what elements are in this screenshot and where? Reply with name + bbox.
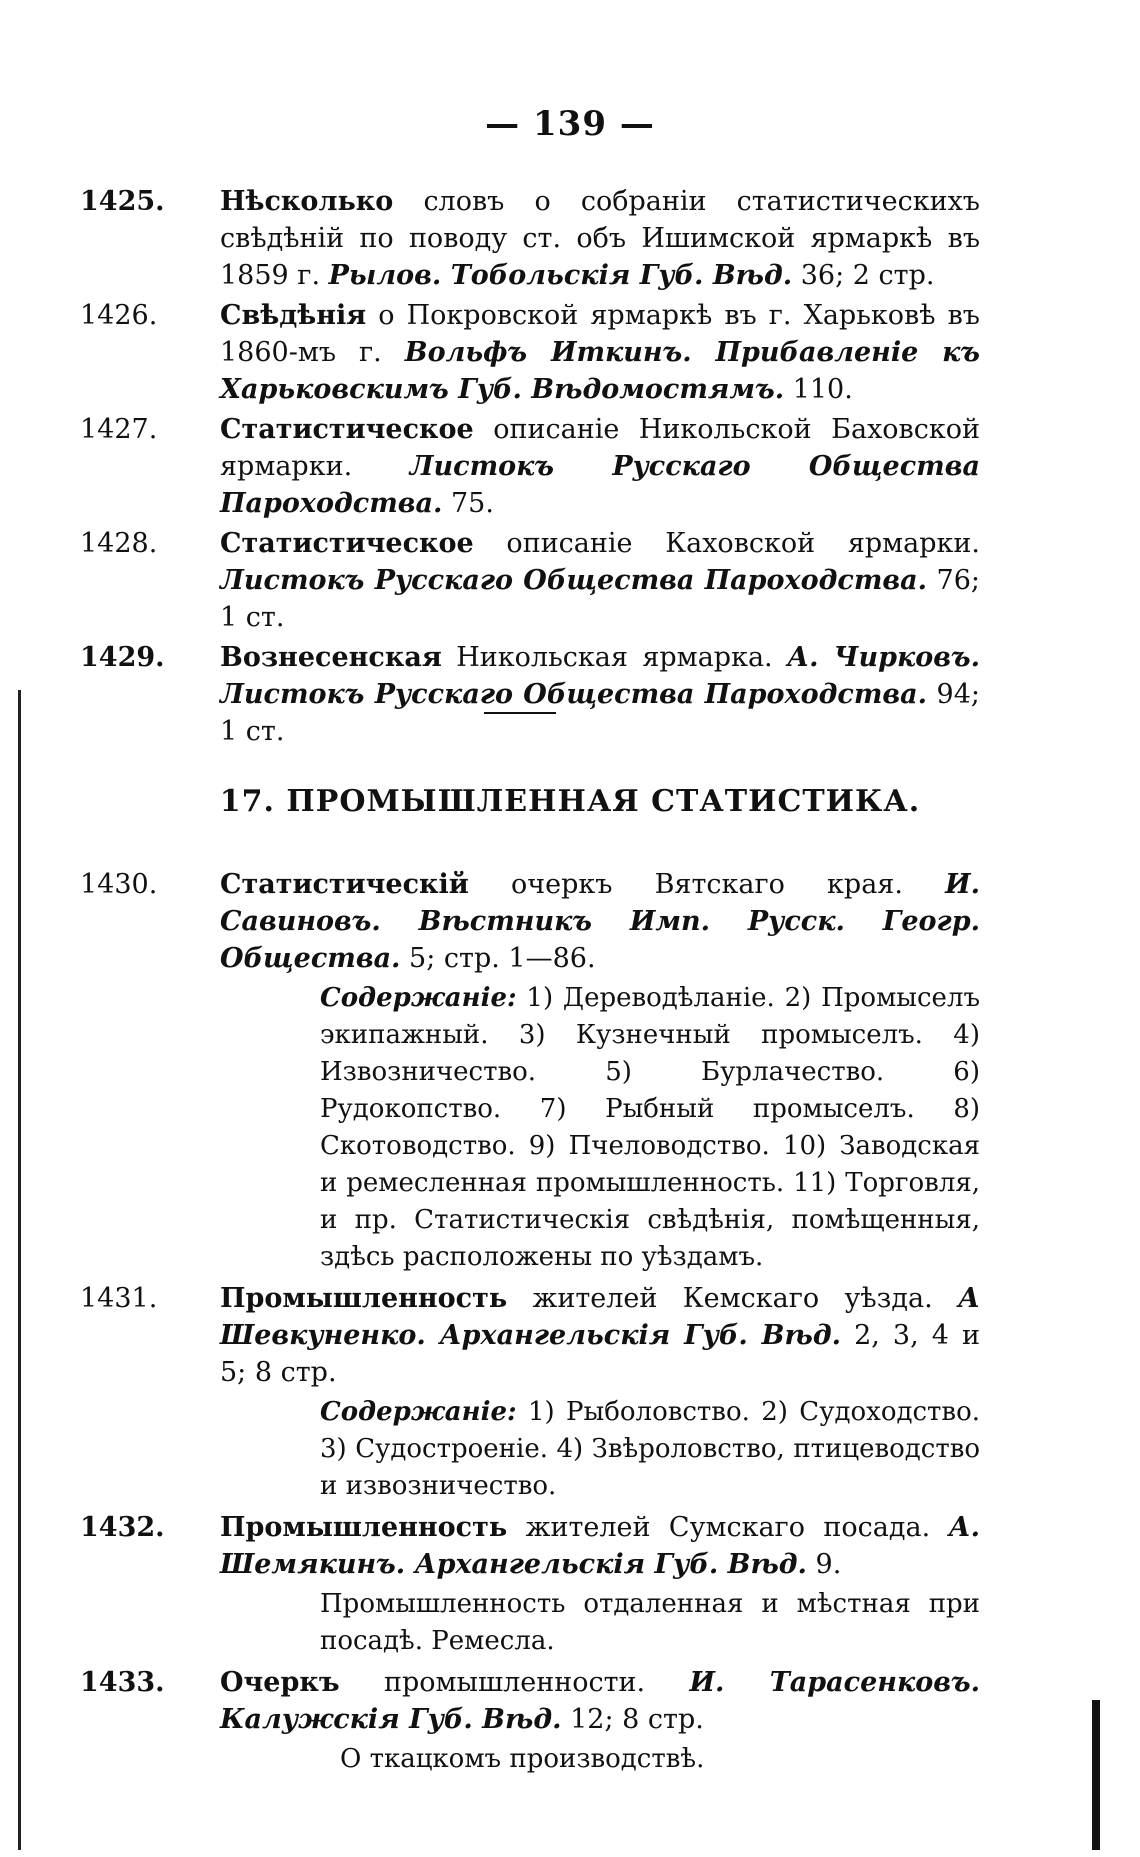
entry-1429 — [80, 639, 980, 750]
entry-tail: 75. — [442, 488, 494, 519]
entry-1430-contents — [80, 980, 980, 1276]
entry-tail: 9. — [806, 1549, 842, 1580]
entry-keyword: Свѣдѣнія — [220, 300, 367, 331]
section-heading: 17. ПРОМЫШЛЕННАЯ СТАТИСТИКА. — [219, 784, 921, 819]
entry-source: Вольфъ Иткинъ. Прибавленіе къ Харьковскимъ Губ. Вѣдомостямъ. — [220, 337, 980, 405]
entry-number: 1430. — [80, 869, 158, 900]
entry-keyword: Промышленность — [220, 1283, 508, 1314]
entry-source: Листокъ Русскаго Общества Пароходства. — [220, 565, 928, 596]
entry-keyword: Статистическое — [220, 414, 474, 445]
entry-tail: 36; 2 стр. — [792, 260, 935, 291]
entry-tail: 94; 1 ст. — [220, 679, 980, 747]
entry-text: описаніе Никольской Баховской ярмарки. — [220, 414, 980, 482]
entry-keyword: Нѣсколько — [220, 186, 394, 217]
entry-1431-contents — [80, 1394, 980, 1505]
entries-bottom — [80, 866, 980, 1782]
entry-number: 1429. — [80, 642, 165, 673]
entry-1430 — [80, 866, 980, 977]
entry-keyword: Статистическій — [220, 869, 469, 900]
contents-label: Содержаніе: — [320, 983, 517, 1013]
left-margin-line — [18, 690, 21, 1850]
contents-text: Промышленность отдаленная и мѣстная при посадѣ. Ремесла. — [320, 1589, 980, 1656]
entry-source: А. Чирковъ. Листокъ Русскаго Общества Пароходства. — [220, 642, 980, 710]
entry-1433 — [80, 1664, 980, 1738]
entry-text: жителей Кемскаго уѣзда. — [507, 1283, 958, 1314]
entry-1426 — [80, 297, 980, 408]
entry-text: жителей Сумскаго посада. — [507, 1512, 949, 1543]
entry-1431 — [80, 1280, 980, 1391]
page-number: — 139 — — [485, 104, 655, 144]
entry-tail: 76; 1 ст. — [220, 565, 980, 633]
entry-text: промышленности. — [339, 1667, 690, 1698]
entry-source: А. Шемякинъ. Архангельскія Губ. Вѣд. — [220, 1512, 980, 1580]
entry-1427 — [80, 411, 980, 522]
entry-source: И. Савиновъ. Вѣстникъ Имп. Русск. Геогр. Общества. — [220, 869, 980, 974]
entry-keyword: Промышленность — [220, 1512, 508, 1543]
entry-source: Рылов. Тобольскія Губ. Вѣд. — [328, 260, 793, 291]
entry-keyword: Вознесенская — [220, 642, 442, 673]
entry-1432 — [80, 1509, 980, 1583]
contents-text: 1) Рыболовство. 2) Судоходство. 3) Судостроеніе. 4) Звѣроловство, птицеводство и извозничество. — [320, 1397, 980, 1501]
right-margin-mark — [1092, 1700, 1100, 1850]
entry-number: 1427. — [80, 414, 158, 445]
entry-tail: 2, 3, 4 и 5; 8 стр. — [220, 1320, 980, 1388]
entry-number: 1432. — [80, 1512, 165, 1543]
entries-top — [80, 183, 980, 753]
entry-number: 1433. — [80, 1667, 165, 1698]
entry-source: Листокъ Русскаго Общества Пароходства. — [220, 451, 980, 519]
entry-tail: 12; 8 стр. — [561, 1704, 704, 1735]
contents-text: О ткацкомъ производствѣ. — [340, 1744, 705, 1774]
entry-1432-contents — [80, 1586, 980, 1660]
entry-number: 1425. — [80, 186, 165, 217]
entry-tail: 5; стр. 1—86. — [400, 943, 596, 974]
section-rule — [484, 712, 556, 714]
entry-1428 — [80, 525, 980, 636]
entry-keyword: Статистическое — [220, 528, 474, 559]
contents-text: 1) Дереводѣланіе. 2) Промыселъ экипажный. 3) Кузнечный промыселъ. 4) Извозничество. 5) Бурлачество. 6) Рудокопство. 7) Рыбный промыселъ. 8) Скотоводство. 9) Пчеловодство. 10) Заводская и ремесленная промышленность. 11) Торговля, и пр. Статистическія свѣдѣнія, помѣщенныя, здѣсь расположены по уѣздамъ. — [320, 983, 980, 1272]
entry-text: описаніе Каховской ярмарки. — [473, 528, 980, 559]
entry-text: Никольская ярмарка. — [441, 642, 788, 673]
entry-1433-contents — [80, 1741, 980, 1778]
entry-keyword: Очеркъ — [220, 1667, 340, 1698]
entry-source: А Шевкуненко. Архангельскія Губ. Вѣд. — [220, 1283, 980, 1351]
entry-text: очеркъ Вятскаго края. — [468, 869, 946, 900]
entry-number: 1428. — [80, 528, 158, 559]
entry-number: 1431. — [80, 1283, 158, 1314]
contents-label: Содержаніе: — [320, 1397, 517, 1427]
entry-source: И. Тарасенковъ. Калужскія Губ. Вѣд. — [220, 1667, 980, 1735]
entry-text: о Покровской ярмаркѣ въ г. Харьковѣ въ 1860-мъ г. — [220, 300, 980, 368]
entry-tail: 110. — [784, 374, 853, 405]
entry-1425 — [80, 183, 980, 294]
entry-text: словъ о собраніи статистическихъ свѣдѣній по поводу ст. объ Ишимской ярмаркѣ въ 1859 г. — [220, 186, 980, 291]
entry-number: 1426. — [80, 300, 158, 331]
